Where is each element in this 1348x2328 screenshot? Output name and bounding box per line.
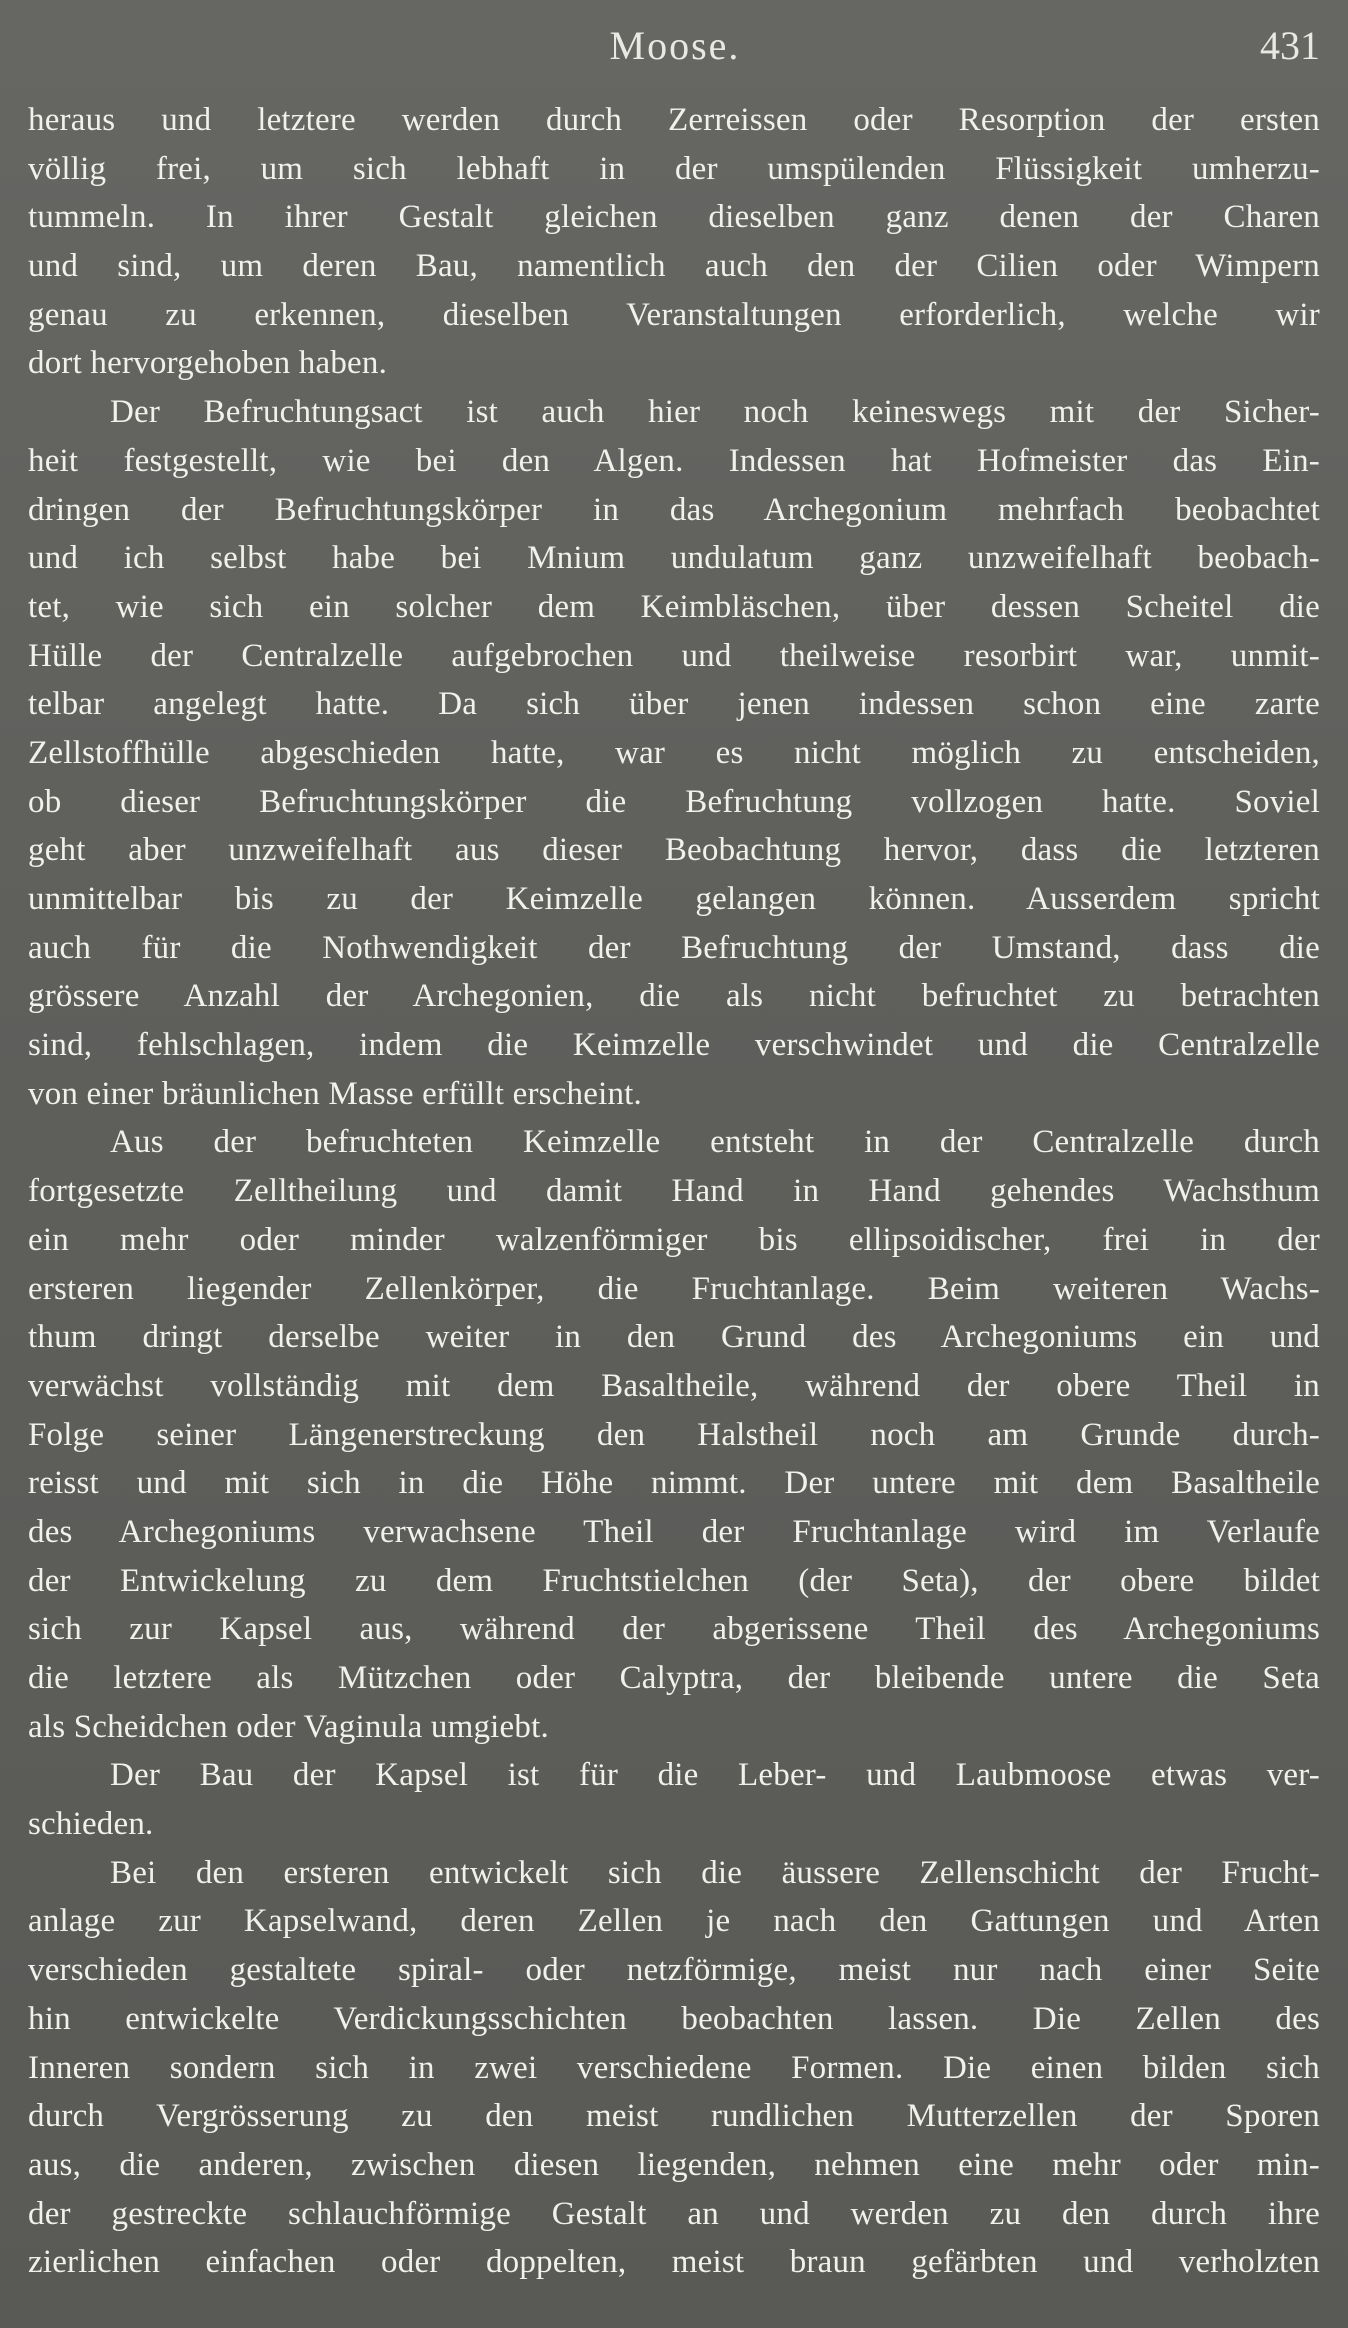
text-line: dringen der Befruchtungskörper in das Archegonium mehrfach beobachtet <box>28 491 1320 528</box>
text-line: ein mehr oder minder walzenförmiger bis ellipsoidischer, frei in der <box>28 1221 1320 1258</box>
text-line: ersteren liegender Zellenkörper, die Fruchtanlage. Beim weiteren Wachs- <box>28 1270 1320 1307</box>
running-title: Moose. <box>609 23 741 68</box>
text-line: Der Befruchtungsact ist auch hier noch keineswegs mit der Sicher- <box>110 394 1320 431</box>
text-line: zierlichen einfachen oder doppelten, meist braun gefärbten und verholzten <box>28 2244 1320 2281</box>
text-line: telbar angelegt hatte. Da sich über jenen indessen schon eine zarte <box>28 686 1320 723</box>
text-line: tummeln. In ihrer Gestalt gleichen dieselben ganz denen der Charen <box>28 199 1320 236</box>
body-text <box>28 96 1320 2287</box>
text-line: auch für die Nothwendigkeit der Befruchtung der Umstand, dass die <box>28 929 1320 966</box>
text-line: heit festgestellt, wie bei den Algen. Indessen hat Hofmeister das Ein- <box>28 442 1320 479</box>
text-line: thum dringt derselbe weiter in den Grund des Archegoniums ein und <box>28 1319 1320 1356</box>
text-line: ob dieser Befruchtungskörper die Befruchtung vollzogen hatte. Soviel <box>28 783 1320 820</box>
text-line: anlage zur Kapselwand, deren Zellen je nach den Gattungen und Arten <box>28 1903 1320 1940</box>
text-line: grössere Anzahl der Archegonien, die als nicht befruchtet zu betrachten <box>28 978 1320 1015</box>
text-line: und ich selbst habe bei Mnium undulatum ganz unzweifelhaft beobach- <box>28 540 1320 577</box>
text-line: und sind, um deren Bau, namentlich auch den der Cilien oder Wimpern <box>28 248 1320 285</box>
text-line: Inneren sondern sich in zwei verschiedene Formen. Die einen bilden sich <box>28 2049 1320 2086</box>
text-line: der gestreckte schlauchförmige Gestalt an und werden zu den durch ihre <box>28 2195 1320 2232</box>
text-line: Zellstoffhülle abgeschieden hatte, war es nicht möglich zu entscheiden, <box>28 734 1320 771</box>
text-line: des Archegoniums verwachsene Theil der Fruchtanlage wird im Verlaufe <box>28 1513 1320 1550</box>
page-header <box>30 22 1320 82</box>
text-line: verwächst vollständig mit dem Basaltheile, während der obere Theil in <box>28 1367 1320 1404</box>
text-line: genau zu erkennen, dieselben Veranstaltungen erforderlich, welche wir <box>28 296 1320 333</box>
text-line: heraus und letztere werden durch Zerreissen oder Resorption der ersten <box>28 102 1320 138</box>
text-line: Bei den ersteren entwickelt sich die äussere Zellenschicht der Frucht- <box>110 1854 1320 1891</box>
text-line: schieden. <box>28 1806 154 1843</box>
text-line: durch Vergrösserung zu den meist rundlichen Mutterzellen der Sporen <box>28 2098 1320 2135</box>
text-line: sind, fehlschlagen, indem die Keimzelle verschwindet und die Centralzelle <box>28 1027 1320 1064</box>
text-line: Folge seiner Längenerstreckung den Halstheil noch am Grunde durch- <box>28 1416 1320 1453</box>
text-line: Aus der befruchteten Keimzelle entsteht in der Centralzelle durch <box>110 1124 1320 1161</box>
text-line: von einer bräunlichen Masse erfüllt erscheint. <box>28 1075 642 1112</box>
text-line: der Entwickelung zu dem Fruchtstielchen (der Seta), der obere bildet <box>28 1562 1320 1599</box>
text-line: Der Bau der Kapsel ist für die Leber- und Laubmoose etwas ver- <box>110 1757 1320 1794</box>
text-line: Hülle der Centralzelle aufgebrochen und theilweise resorbirt war, unmit- <box>28 637 1320 674</box>
text-line: unmittelbar bis zu der Keimzelle gelangen können. Ausserdem spricht <box>28 881 1320 917</box>
text-line: sich zur Kapsel aus, während der abgerissene Theil des Archegoniums <box>28 1611 1320 1648</box>
text-line: als Scheidchen oder Vaginula umgiebt. <box>28 1708 549 1745</box>
text-line: hin entwickelte Verdickungsschichten beobachten lassen. Die Zellen des <box>28 2000 1320 2037</box>
text-line: geht aber unzweifelhaft aus dieser Beobachtung hervor, dass die letzteren <box>28 832 1320 869</box>
text-line: die letztere als Mützchen oder Calyptra, der bleibende untere die Seta <box>28 1660 1320 1696</box>
text-line: tet, wie sich ein solcher dem Keimbläschen, über dessen Scheitel die <box>28 588 1320 625</box>
text-line: dort hervorgehoben haben. <box>28 345 388 382</box>
text-line: völlig frei, um sich lebhaft in der umspülenden Flüssigkeit umherzu- <box>28 150 1320 187</box>
text-line: aus, die anderen, zwischen diesen liegenden, nehmen eine mehr oder min- <box>28 2146 1320 2183</box>
text-line: reisst und mit sich in die Höhe nimmt. Der untere mit dem Basaltheile <box>28 1465 1320 1502</box>
text-line: fortgesetzte Zelltheilung und damit Hand in Hand gehendes Wachsthum <box>28 1173 1320 1210</box>
page-number: 431 <box>1260 23 1320 68</box>
text-line: verschieden gestaltete spiral- oder netzförmige, meist nur nach einer Seite <box>28 1952 1320 1989</box>
